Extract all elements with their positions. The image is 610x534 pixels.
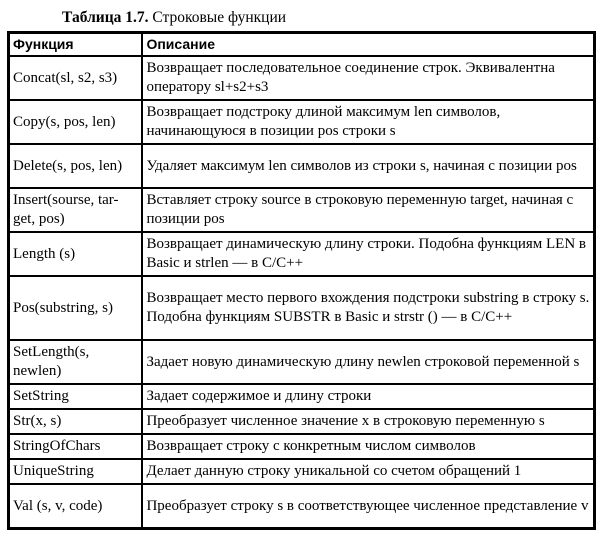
description-cell: Вставляет строку source в строковую переменную target, начиная с позиции pos [142,188,594,232]
table-row [9,144,594,188]
description-cell: Делает данную строку уникальной со счетом обращений 1 [142,459,594,484]
description-cell: Возвращает место первого вхождения подстроки substring в строку s. Подобна функциям SUBSTR в Basic и strstr () — в C/C++ [142,276,594,340]
column-header-description: Описание [142,33,594,56]
table-row [9,56,594,100]
function-cell: Pos(substring, s) [9,276,142,340]
function-cell: Copy(s, pos, len) [9,100,142,144]
table-row [9,384,594,409]
table-row [9,409,594,434]
description-cell: Возвращает последовательное соединение строк. Эквивалентна оператору sl+s2+s3 [142,56,594,100]
description-cell: Преобразует строку s в соответствующее численное представление v [142,484,594,528]
description-cell: Преобразует численное значение x в строковую переменную s [142,409,594,434]
function-cell: StringOfChars [9,434,142,459]
table-row [9,459,594,484]
description-cell: Задает содержимое и длину строки [142,384,594,409]
function-cell: UniqueString [9,459,142,484]
table-row [9,276,594,340]
function-cell: SetLength(s, newlen) [9,340,142,384]
table-row [9,484,594,528]
table-header-row [9,33,594,56]
table-row [9,434,594,459]
table-row [9,188,594,232]
column-header-function: Функция [9,33,142,56]
table-row [9,232,594,276]
function-cell: Str(x, s) [9,409,142,434]
function-cell: Val (s, v, code) [9,484,142,528]
description-cell: Задает новую динамическую длину newlen строковой переменной s [142,340,594,384]
function-cell: SetString [9,384,142,409]
description-cell: Возвращает подстроку длиной максимум len символов, начинающуюся в позиции pos строки s [142,100,594,144]
table-row [9,100,594,144]
table-row [9,340,594,384]
string-functions-table [7,31,596,530]
description-cell: Возвращает динамическую длину строки. Подобна функциям LEN в Basic и strlen — в C/C++ [142,232,594,276]
description-cell: Возвращает строку с конкретным числом символов [142,434,594,459]
function-cell: Concat(sl, s2, s3) [9,56,142,100]
caption-number: Таблица 1.7. [62,9,149,26]
caption-title: Строковые функции [152,9,287,26]
function-cell: Insert(sourse, tar-get, pos) [9,188,142,232]
function-cell: Length (s) [9,232,142,276]
table-caption [62,8,286,28]
description-cell: Удаляет максимум len символов из строки s, начиная с позиции pos [142,144,594,188]
function-cell: Delete(s, pos, len) [9,144,142,188]
